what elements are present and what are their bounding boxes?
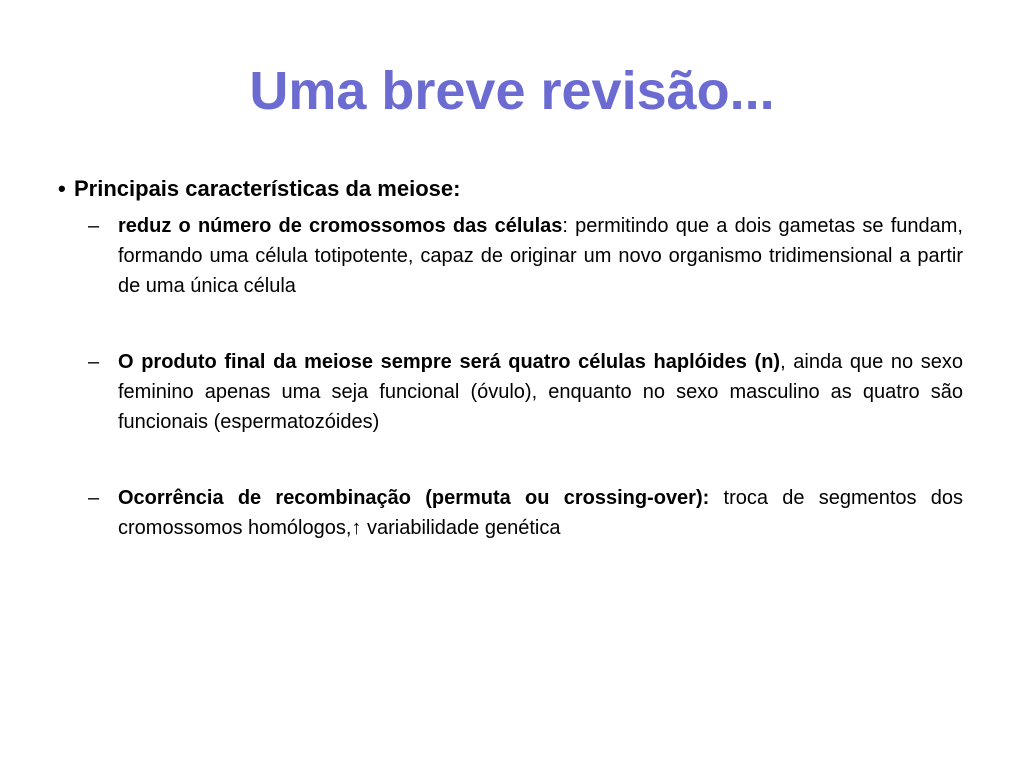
dash-marker: – xyxy=(88,215,100,237)
sub-item-final-product xyxy=(88,347,963,437)
sub-item-text-end: variabilidade genética xyxy=(361,517,561,539)
sub-item-bold-text: reduz o número de cromossomos das células xyxy=(118,215,563,237)
up-arrow-icon: ↑ xyxy=(351,517,362,539)
main-bullet xyxy=(58,174,460,204)
sub-item-recombination xyxy=(88,483,963,543)
sub-item-body xyxy=(118,347,963,437)
main-bullet-text: Principais características da meiose: xyxy=(74,176,461,201)
sub-item-text: troca de segmentos dos cromossomos homólogos, xyxy=(118,487,964,539)
sub-item-body xyxy=(118,483,963,543)
sub-item-text: , ainda que no sexo feminino apenas uma seja funcional (óvulo), enquanto no sexo masculino as quatro são funcionais (espermatozóides) xyxy=(118,351,963,433)
sub-item-body xyxy=(118,211,963,301)
sub-item-bold-text: O produto final da meiose sempre será quatro células haplóides (n) xyxy=(118,351,781,373)
dash-marker: – xyxy=(88,351,100,373)
bullet-marker: • xyxy=(58,176,66,201)
sub-item-reduction xyxy=(88,211,963,301)
slide-title: Uma breve revisão... xyxy=(249,61,775,121)
sub-item-bold-text: Ocorrência de recombinação (permuta ou crossing-over): xyxy=(118,487,710,509)
sub-item-text: : permitindo que a dois gametas se fundam, formando uma célula totipotente, capaz de originar um novo organismo tridimensional a partir de uma única célula xyxy=(118,215,963,297)
dash-marker: – xyxy=(88,487,100,509)
